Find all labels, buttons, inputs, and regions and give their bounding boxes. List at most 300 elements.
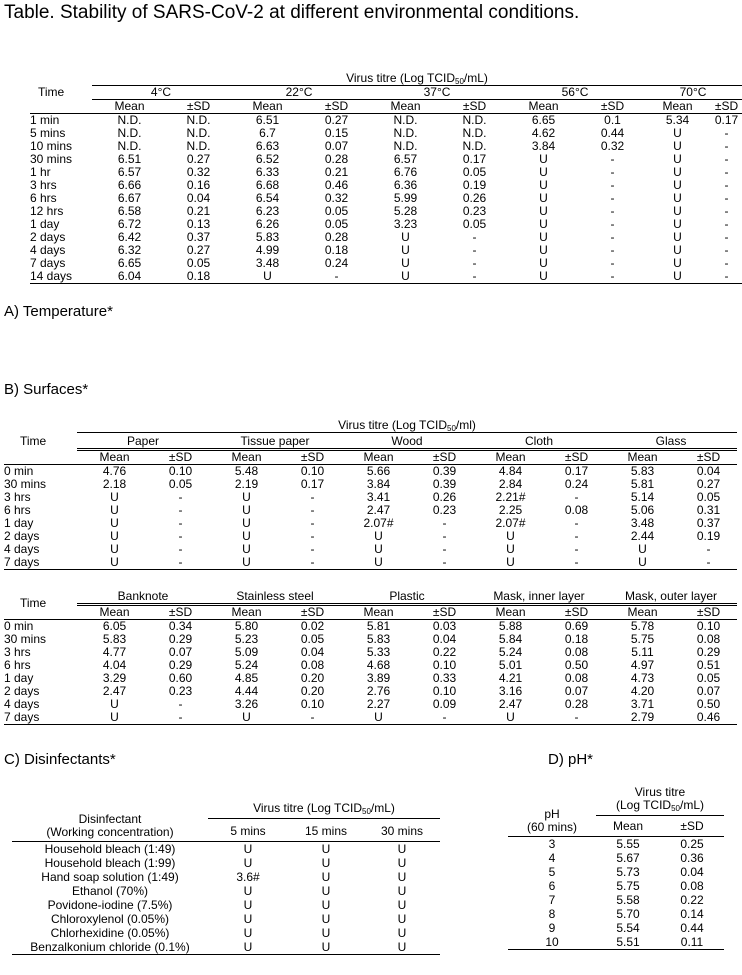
mean-header: Mean [99, 605, 130, 619]
value-cell: 0.37 [696, 516, 721, 530]
temperature-header: 70°C [644, 86, 742, 100]
value-cell: - [178, 697, 183, 711]
virus-titre-header: Virus titre (Log $TCID_{50}/mL$) [208, 802, 440, 819]
value-cell: - [442, 710, 447, 724]
value-cell: U [673, 269, 682, 283]
time-header: 15 mins [304, 824, 348, 838]
value-cell: 0.18 [186, 269, 211, 283]
value-cell: U [374, 555, 383, 569]
value-cell: 0.14 [680, 907, 704, 921]
surfaces-table-2 [4, 588, 737, 725]
value-cell: - [724, 256, 729, 270]
value-cell: - [610, 243, 615, 257]
value-cell: U [321, 856, 331, 870]
time-cell: 7 days [4, 555, 40, 569]
virus-titre-header: Virus titre (Log $TCID_{50}/mL$) [92, 72, 742, 86]
value-cell: U [673, 126, 682, 140]
value-cell: 2.18 [102, 477, 127, 491]
disinfectant-cell: Household bleach (1:49) [44, 842, 176, 856]
value-cell: U [243, 842, 253, 856]
value-cell: 2.47 [498, 697, 523, 711]
time-cell: 2 days [4, 684, 40, 698]
value-cell: 0.50 [696, 697, 721, 711]
value-cell: U [638, 542, 647, 556]
time-cell: 1 min [30, 113, 60, 127]
value-cell: U [110, 697, 119, 711]
ph-header [508, 786, 596, 837]
value-cell: U [110, 710, 119, 724]
value-cell: 0.37 [186, 230, 211, 244]
value-cell: U [110, 529, 119, 543]
value-cell: 4.77 [102, 645, 127, 659]
time-cell: 4 days [4, 697, 40, 711]
value-cell: 4.62 [531, 126, 556, 140]
value-cell: U [110, 542, 119, 556]
value-cell: - [472, 230, 477, 244]
value-cell: 6.51 [255, 113, 280, 127]
value-cell: 5.09 [234, 645, 259, 659]
value-cell: 0.15 [324, 126, 349, 140]
value-cell: - [442, 516, 447, 530]
value-cell: 5.48 [234, 464, 259, 478]
value-cell: 6.36 [393, 178, 418, 192]
value-cell: 5.78 [630, 619, 655, 633]
value-cell: 6.54 [255, 191, 280, 205]
value-cell: 0.04 [432, 632, 457, 646]
value-cell: U [242, 516, 251, 530]
value-cell: 0.29 [168, 658, 193, 672]
table-row [508, 865, 724, 879]
material-header: Cloth [473, 433, 605, 450]
table-row [12, 912, 440, 926]
value-cell: U [321, 940, 331, 954]
value-cell: U [374, 542, 383, 556]
value-cell: U [539, 243, 548, 257]
sd-header: ±SD [600, 99, 625, 113]
value-cell: - [724, 165, 729, 179]
value-cell: U [110, 555, 119, 569]
value-cell: 0.34 [168, 619, 193, 633]
value-cell: 5.67 [616, 851, 640, 865]
time-cell: 7 days [30, 256, 66, 270]
value-cell: 6.51 [117, 152, 142, 166]
value-cell: U [539, 269, 548, 283]
disinfectant-cell: Povidone-iodine (7.5%) [47, 898, 173, 912]
value-cell: 5.84 [498, 632, 523, 646]
mean-header: Mean [252, 99, 283, 113]
value-cell: 4.21 [498, 671, 523, 685]
material-header: Paper [77, 433, 209, 450]
time-cell: 4 days [4, 542, 40, 556]
value-cell: 3.41 [366, 490, 391, 504]
value-cell: N.D. [393, 113, 418, 127]
value-cell: 5.75 [616, 879, 640, 893]
value-cell: U [321, 912, 331, 926]
value-cell: 5.80 [234, 619, 259, 633]
value-cell: 0.08 [680, 879, 704, 893]
value-cell: 5.24 [498, 645, 523, 659]
value-cell: 6.7 [259, 126, 276, 140]
ph-cell: 9 [548, 921, 556, 935]
value-cell: U [374, 529, 383, 543]
value-cell: U [506, 710, 515, 724]
value-cell: 5.73 [616, 865, 640, 879]
value-cell: 4.76 [102, 464, 127, 478]
value-cell: 0.1 [604, 113, 621, 127]
value-cell: N.D. [186, 126, 211, 140]
value-cell: U [539, 217, 548, 231]
time-header: 5 mins [230, 824, 266, 838]
value-cell: 3.48 [630, 516, 655, 530]
value-cell: 0.19 [462, 178, 487, 192]
value-cell: 5.83 [630, 464, 655, 478]
value-cell: 0.09 [432, 697, 457, 711]
value-cell: 6.68 [255, 178, 280, 192]
virus-titre-header-line2: (Log $TCID_{50}/mL$) [615, 798, 705, 813]
value-cell: 0.11 [680, 935, 704, 949]
time-cell: 3 hrs [4, 490, 31, 504]
value-cell: N.D. [117, 139, 142, 153]
value-cell: 0.31 [696, 503, 721, 517]
value-cell: - [472, 269, 477, 283]
table-row [508, 879, 724, 893]
value-cell: - [724, 152, 729, 166]
value-cell: 5.88 [498, 619, 523, 633]
value-cell: 5.75 [630, 632, 655, 646]
value-cell: U [243, 856, 253, 870]
value-cell: 6.42 [117, 230, 142, 244]
value-cell: 2.47 [366, 503, 391, 517]
value-cell: 3.71 [630, 697, 655, 711]
value-cell: 3.16 [498, 684, 523, 698]
value-cell: U [397, 842, 407, 856]
value-cell: - [574, 516, 579, 530]
surfaces-table-1 [4, 419, 737, 570]
value-cell: 5.11 [631, 645, 654, 659]
value-cell: 0.18 [324, 243, 349, 257]
value-cell: 0.25 [680, 837, 704, 851]
value-cell: 0.18 [564, 632, 589, 646]
value-cell: 4.73 [630, 671, 655, 685]
value-cell: 6.67 [117, 191, 142, 205]
value-cell: 0.32 [600, 139, 625, 153]
sd-header: ±SD [186, 99, 211, 113]
value-cell: 5.06 [630, 503, 655, 517]
value-cell: 3.89 [366, 671, 391, 685]
value-cell: 0.05 [462, 165, 487, 179]
value-cell: 0.28 [564, 697, 589, 711]
material-header: Mask, inner layer [473, 588, 605, 605]
disinfectant-header [12, 802, 208, 842]
value-cell: 3.29 [102, 671, 127, 685]
value-cell: U [397, 884, 407, 898]
value-cell: 0.05 [462, 217, 487, 231]
value-cell: - [310, 490, 315, 504]
value-cell: 3.84 [531, 139, 556, 153]
value-cell: U [506, 542, 515, 556]
value-cell: 0.28 [324, 152, 349, 166]
value-cell: U [539, 152, 548, 166]
mean-header: Mean [390, 99, 421, 113]
value-cell: N.D. [186, 113, 211, 127]
value-cell: U [673, 139, 682, 153]
value-cell: - [442, 529, 447, 543]
value-cell: 0.21 [186, 204, 211, 218]
mean-header: Mean [612, 819, 644, 833]
virus-titre-header-line1: Virus titre [634, 785, 686, 799]
value-cell: 5.33 [366, 645, 391, 659]
value-cell: 0.29 [168, 632, 193, 646]
value-cell: U [110, 490, 119, 504]
temperature-header: 37°C [368, 86, 506, 100]
sd-header: ±SD [168, 450, 193, 464]
value-cell: 6.26 [255, 217, 280, 231]
value-cell: U [673, 191, 682, 205]
value-cell: 0.39 [432, 477, 457, 491]
value-cell: U [243, 926, 253, 940]
value-cell: U [243, 912, 253, 926]
material-header: Mask, outer layer [605, 588, 737, 605]
value-cell: 6.65 [117, 256, 142, 270]
time-cell: 0 min [4, 464, 34, 478]
sd-header: ±SD [696, 450, 721, 464]
ph-table [508, 786, 724, 950]
value-cell: 5.34 [665, 113, 690, 127]
value-cell: - [724, 178, 729, 192]
value-cell: - [442, 542, 447, 556]
value-cell: 0.08 [696, 632, 721, 646]
time-cell: 14 days [30, 269, 73, 283]
value-cell: 0.04 [680, 865, 704, 879]
value-cell: 0.24 [564, 477, 589, 491]
sd-header: ±SD [696, 605, 721, 619]
disinfectant-header-line1: Disinfectant [78, 812, 142, 826]
time-cell: 30 mins [30, 152, 73, 166]
value-cell: - [724, 217, 729, 231]
table-row [4, 711, 737, 725]
table-row [4, 620, 737, 634]
value-cell: 6.05 [102, 619, 127, 633]
value-cell: - [724, 191, 729, 205]
time-header: Time [20, 596, 47, 610]
temperature-section-label: A) Temperature* [4, 303, 113, 320]
value-cell: 5.51 [616, 935, 640, 949]
material-header: Stainless steel [209, 588, 341, 605]
value-cell: 6.57 [393, 152, 418, 166]
material-header: Plastic [341, 588, 473, 605]
value-cell: 0.24 [324, 256, 349, 270]
value-cell: U [401, 269, 410, 283]
value-cell: - [310, 555, 315, 569]
value-cell: 0.07 [564, 684, 589, 698]
table-row [12, 898, 440, 912]
value-cell: N.D. [117, 126, 142, 140]
value-cell: - [178, 555, 183, 569]
page-title: Table. Stability of SARS-CoV-2 at different environmental conditions. [4, 2, 580, 23]
ph-cell: 6 [548, 879, 556, 893]
value-cell: - [610, 178, 615, 192]
value-cell: U [673, 152, 682, 166]
value-cell: 0.07 [168, 645, 193, 659]
value-cell: N.D. [186, 139, 211, 153]
sd-header: ±SD [168, 605, 193, 619]
value-cell: 0.10 [432, 684, 457, 698]
sd-header: ±SD [564, 605, 589, 619]
value-cell: 0.05 [324, 204, 349, 218]
table-row [12, 940, 440, 955]
value-cell: U [374, 710, 383, 724]
value-cell: - [178, 503, 183, 517]
ph-cell: 10 [545, 935, 559, 949]
mean-header: Mean [495, 450, 526, 464]
time-cell: 30 mins [4, 632, 47, 646]
disinfectants-section-label: C) Disinfectants* [4, 751, 116, 768]
value-cell: 3.84 [366, 477, 391, 491]
sd-header: ±SD [714, 99, 739, 113]
value-cell: U [397, 870, 407, 884]
table-row [508, 893, 724, 907]
value-cell: U [401, 243, 410, 257]
mean-header: Mean [363, 450, 394, 464]
value-cell: 0.08 [564, 671, 589, 685]
value-cell: U [243, 884, 253, 898]
ph-header-line2: (60 mins) [526, 820, 577, 834]
value-cell: 0.27 [696, 477, 721, 491]
disinfectants-table [12, 802, 440, 955]
value-cell: - [706, 542, 711, 556]
value-cell: 6.72 [117, 217, 142, 231]
value-cell: - [610, 204, 615, 218]
value-cell: 0.44 [600, 126, 625, 140]
time-cell: 1 day [4, 671, 34, 685]
value-cell: 0.22 [432, 645, 457, 659]
value-cell: U [638, 555, 647, 569]
value-cell: U [242, 542, 251, 556]
value-cell: - [610, 217, 615, 231]
value-cell: 0.05 [324, 217, 349, 231]
mean-header: Mean [662, 99, 693, 113]
value-cell: U [242, 490, 251, 504]
sd-header: ±SD [462, 99, 487, 113]
value-cell: U [321, 898, 331, 912]
value-cell: U [539, 178, 548, 192]
time-cell: 6 hrs [4, 658, 31, 672]
time-cell: 5 mins [30, 126, 66, 140]
disinfectant-cell: Benzalkonium chloride (0.1%) [30, 940, 190, 954]
value-cell: 0.69 [564, 619, 589, 633]
value-cell: U [397, 940, 407, 954]
value-cell: U [506, 555, 515, 569]
mean-header: Mean [114, 99, 145, 113]
value-cell: 5.24 [234, 658, 259, 672]
value-cell: 5.28 [393, 204, 418, 218]
value-cell: 0.23 [168, 684, 193, 698]
time-cell: 3 hrs [4, 645, 31, 659]
value-cell: - [610, 165, 615, 179]
value-cell: 3.48 [255, 256, 280, 270]
value-cell: 2.19 [234, 477, 259, 491]
time-cell: 6 hrs [4, 503, 31, 517]
value-cell: 6.76 [393, 165, 418, 179]
sd-header: ±SD [432, 605, 457, 619]
value-cell: - [178, 490, 183, 504]
table-row [12, 926, 440, 940]
value-cell: U [673, 165, 682, 179]
value-cell: U [401, 230, 410, 244]
mean-header: Mean [231, 450, 262, 464]
time-cell: 4 days [30, 243, 66, 257]
value-cell: U [673, 243, 682, 257]
value-cell: - [724, 269, 729, 283]
material-header: Wood [341, 433, 473, 450]
value-cell: 6.04 [117, 269, 142, 283]
value-cell: 6.52 [255, 152, 280, 166]
table-row [508, 921, 724, 935]
material-header: Glass [605, 433, 737, 450]
value-cell: 6.32 [117, 243, 142, 257]
material-header: Tissue paper [209, 433, 341, 450]
value-cell: 5.81 [630, 477, 655, 491]
value-cell: 0.27 [186, 152, 211, 166]
value-cell: 0.08 [564, 503, 589, 517]
value-cell: N.D. [462, 113, 487, 127]
value-cell: - [310, 529, 315, 543]
value-cell: 3.26 [234, 697, 259, 711]
value-cell: U [263, 269, 272, 283]
temperature-header: 22°C [230, 86, 368, 100]
mean-header: Mean [231, 605, 262, 619]
value-cell: 0.02 [300, 619, 325, 633]
value-cell: 0.08 [564, 645, 589, 659]
value-cell: N.D. [117, 113, 142, 127]
value-cell: U [397, 912, 407, 926]
value-cell: - [178, 542, 183, 556]
value-cell: - [442, 555, 447, 569]
value-cell: - [574, 710, 579, 724]
time-cell: 6 hrs [30, 191, 57, 205]
value-cell: U [321, 884, 331, 898]
value-cell: U [110, 516, 119, 530]
value-cell: U [321, 870, 331, 884]
value-cell: 5.81 [366, 619, 391, 633]
value-cell: 6.66 [117, 178, 142, 192]
value-cell: 0.04 [186, 191, 211, 205]
value-cell: 3.23 [393, 217, 418, 231]
time-cell: 3 hrs [30, 178, 57, 192]
value-cell: 3.6# [236, 870, 260, 884]
value-cell: U [242, 529, 251, 543]
value-cell: 5.01 [498, 658, 523, 672]
value-cell: 5.83 [366, 632, 391, 646]
value-cell: 0.10 [432, 658, 457, 672]
value-cell: U [243, 940, 253, 954]
time-cell: 10 mins [30, 139, 73, 153]
table-row [30, 270, 742, 284]
value-cell: 0.07 [324, 139, 349, 153]
temperature-table [30, 72, 742, 284]
value-cell: - [610, 191, 615, 205]
value-cell: 6.58 [117, 204, 142, 218]
time-cell: 1 day [4, 516, 34, 530]
value-cell: 0.10 [696, 619, 721, 633]
time-cell: 30 mins [4, 477, 47, 491]
value-cell: 0.20 [300, 684, 325, 698]
value-cell: 0.23 [462, 204, 487, 218]
value-cell: 2.27 [366, 697, 391, 711]
disinfectant-cell: Hand soap solution (1:49) [41, 870, 179, 884]
table-row [508, 837, 724, 852]
ph-cell: 7 [548, 893, 556, 907]
